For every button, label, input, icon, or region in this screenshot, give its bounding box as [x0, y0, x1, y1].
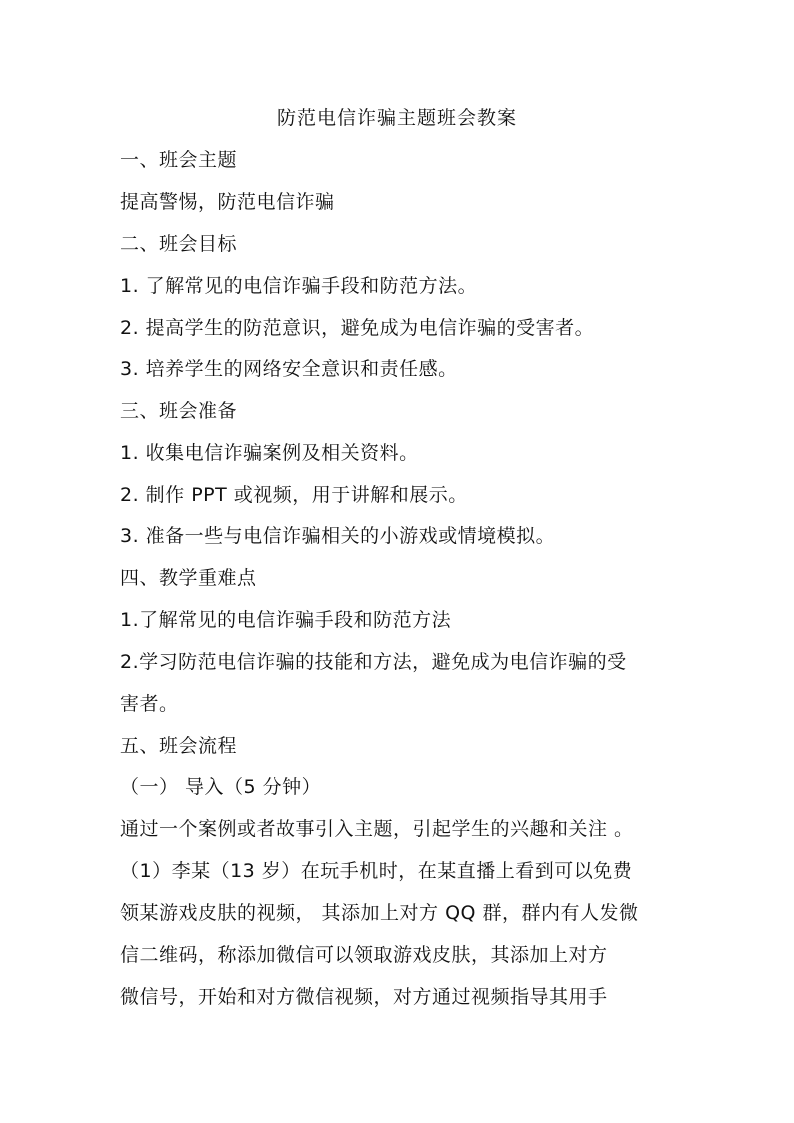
paragraph-line: 2. 制作 PPT 或视频，用于讲解和展示。	[120, 484, 468, 506]
paragraph-line: 通过一个案例或者故事引入主题，引起学生的兴趣和关注 。	[120, 818, 634, 840]
paragraph-line: 1. 了解常见的电信诈骗手段和防范方法。	[120, 275, 478, 297]
paragraph-line: 1.了解常见的电信诈骗手段和防范方法	[120, 609, 452, 631]
paragraph-line: 信二维码，称添加微信可以领取游戏皮肤，其添加上对方	[120, 944, 608, 966]
paragraph-line: 1. 收集电信诈骗案例及相关资料。	[120, 442, 419, 464]
section-heading-theme: 一、班会主题	[120, 149, 238, 171]
paragraph-line: 3. 培养学生的网络安全意识和责任感。	[120, 358, 458, 380]
section-heading-preparation: 三、班会准备	[120, 400, 238, 422]
paragraph-line: 3. 准备一些与电信诈骗相关的小游戏或情境模拟。	[120, 525, 556, 547]
paragraph-line: 领某游戏皮肤的视频， 其添加上对方 QQ 群，群内有人发微	[120, 902, 639, 924]
document-title: 防范电信诈骗主题班会教案	[276, 107, 517, 129]
paragraph-line: 微信号，开始和对方微信视频，对方通过视频指导其用手	[120, 986, 608, 1008]
section-heading-key-points: 四、教学重难点	[120, 567, 257, 589]
paragraph-line: 2. 提高学生的防范意识，避免成为电信诈骗的受害者。	[120, 317, 595, 339]
section-heading-goals: 二、班会目标	[120, 233, 238, 255]
paragraph-line: 2.学习防范电信诈骗的技能和方法，避免成为电信诈骗的受	[120, 651, 627, 673]
paragraph-line: （1）李某（13 岁）在玩手机时，在某直播上看到可以免费	[120, 860, 633, 882]
paragraph-line: 提高警惕，防范电信诈骗	[120, 191, 335, 213]
subsection-heading-intro: （一） 导入（5 分钟）	[120, 776, 322, 798]
section-heading-process: 五、班会流程	[120, 735, 238, 757]
paragraph-line: 害者。	[120, 693, 179, 715]
